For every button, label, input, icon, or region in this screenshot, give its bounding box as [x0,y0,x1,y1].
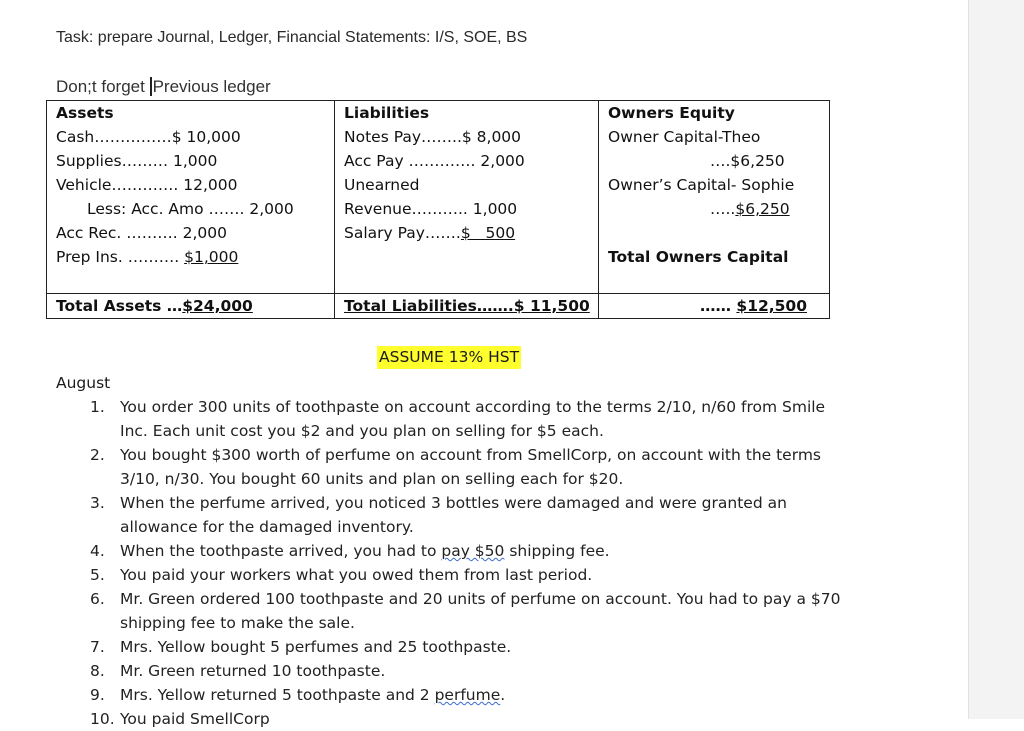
previous-ledger-table [46,100,830,319]
item-number: 9. [90,686,105,704]
item-text-end: shipping fee. [504,542,610,560]
spacer [56,269,334,293]
accounts-receivable-line: Acc Rec. ………. 2,000 [56,224,228,242]
transaction-item [56,395,856,443]
theo-capital-label: Owner Capital-Theo [608,128,761,146]
item-text: Mrs. Yellow bought 5 perfumes and 25 toothpaste. [120,638,512,656]
theo-capital-value: ….$6,250 [710,152,785,170]
spellcheck-flagged-text[interactable]: perfume [434,686,501,704]
item-number: 1. [90,398,105,416]
hst-assumption-highlight: ASSUME 13% HST [377,346,521,369]
sophie-capital-dots: ….. [710,200,736,218]
transaction-item [56,683,856,707]
item-text: You bought $300 worth of perfume on account from SmellCorp, on account with the terms 3/10, n/30. You bought 60 units and plan on selling each for $20. [120,446,821,488]
liabilities-column [335,101,599,294]
unearned-revenue-line: Revenue……….. 1,000 [344,200,518,218]
total-owners-capital-dots: …… [700,297,737,315]
transaction-item [56,491,856,539]
transaction-item [56,707,856,731]
sophie-capital-value: $6,250 [735,200,790,218]
supplies-line: Supplies……… 1,000 [56,152,218,170]
transaction-item [56,635,856,659]
equity-column [599,101,830,294]
cash-line: Cash……………$ 10,000 [56,128,241,146]
total-assets-cell [47,294,335,319]
scrollbar-gutter[interactable] [968,0,1024,719]
accumulated-amortization-line: Less: Acc. Amo ……. 2,000 [87,200,294,218]
item-text: You paid your workers what you owed them from last period. [120,566,593,584]
total-owners-capital-cell [599,294,830,319]
reminder-text-start: Don;t forget [56,77,150,96]
total-assets-value: $24,000 [182,297,253,315]
transaction-item [56,539,856,563]
text-cursor [150,77,152,96]
item-number: 2. [90,446,105,464]
prepaid-insurance-label: Prep Ins. ………. [56,248,185,266]
total-assets-label: Total Assets … [56,297,183,315]
assets-header: Assets [56,104,114,122]
notes-payable-line: Notes Pay……..$ 8,000 [344,128,522,146]
transaction-list [56,395,856,731]
item-text-start: When the toothpaste arrived, you had to [120,542,442,560]
prepaid-insurance-value: $1,000 [184,248,239,266]
liabilities-header: Liabilities [344,104,430,122]
vehicle-line: Vehicle…………. 12,000 [56,176,238,194]
assets-column [47,101,335,294]
transaction-item [56,443,856,491]
accounts-payable-line: Acc Pay …………. 2,000 [344,152,525,170]
sophie-capital-line [608,197,829,221]
item-text: Mr. Green ordered 100 toothpaste and 20 units of perfume on account. You had to pay a $70 shipping fee to make the sale. [120,590,841,632]
transaction-item [56,587,856,635]
equity-header: Owners Equity [608,104,735,122]
total-liabilities-cell [335,294,599,319]
item-number: 10. [90,710,115,728]
item-number: 3. [90,494,105,512]
transaction-item [56,563,856,587]
salary-payable-label: Salary Pay……. [344,224,461,242]
spellcheck-flagged-text[interactable]: pay $50 [441,542,505,560]
item-text: When the perfume arrived, you noticed 3 bottles were damaged and were granted an allowance for the damaged inventory. [120,494,787,536]
transaction-item [56,659,856,683]
sophie-capital-label: Owner’s Capital- Sophie [608,176,795,194]
item-text: Mr. Green returned 10 toothpaste. [120,662,386,680]
item-number: 5. [90,566,105,584]
spacer [608,221,829,245]
total-owners-capital-value: $12,500 [736,297,808,315]
task-instruction: Task: prepare Journal, Ledger, Financial Statements: I/S, SOE, BS [56,29,528,46]
item-text-start: Mrs. Yellow returned 5 toothpaste and 2 [120,686,435,704]
total-owners-capital-label: Total Owners Capital [608,248,789,266]
salary-payable-value: $ 500 [460,224,516,242]
total-liabilities: Total Liabilities…….$ 11,500 [344,297,590,315]
item-text: You order 300 units of toothpaste on account according to the terms 2/10, n/60 from Smile Inc. Each unit cost you $2 and you plan on selling for $5 each. [120,398,826,440]
item-number: 8. [90,662,105,680]
item-text-end: . [500,686,506,704]
prepaid-insurance-line [56,245,334,269]
month-heading: August [56,374,111,392]
item-number: 6. [90,590,105,608]
item-number: 7. [90,638,105,656]
unearned-label-line: Unearned [344,176,420,194]
reminder-line[interactable] [56,77,271,97]
salary-payable-line [344,221,598,245]
item-text: You paid SmellCorp [120,710,270,728]
item-number: 4. [90,542,105,560]
reminder-text-end: Previous ledger [152,77,271,96]
